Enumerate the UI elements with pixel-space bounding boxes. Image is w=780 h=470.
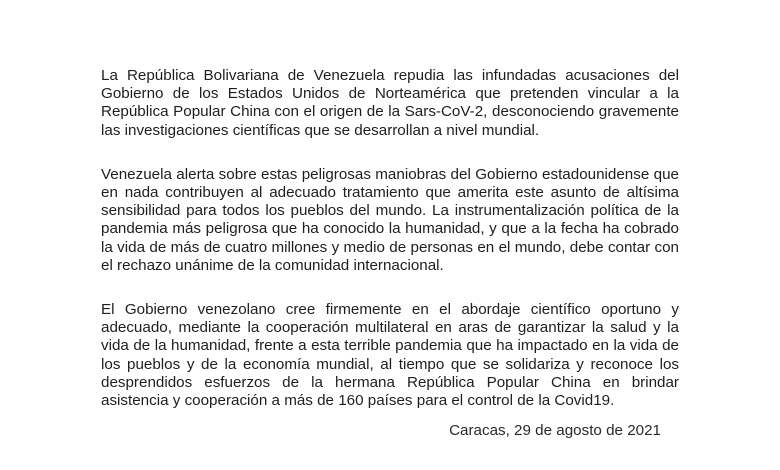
place-date-line: Caracas, 29 de agosto de 2021 [449, 422, 661, 439]
paragraph-1: La República Bolivariana de Venezuela repudia las infundadas acusaciones del Gobierno de los Estados Unidos de Norteamérica que pretenden vincular a la República Popular China con el origen de la Sars-CoV-2, desconociendo gravemente las investigaciones científicas que se desarrollan a nivel mundial. [101, 67, 679, 139]
statement-body [101, 67, 679, 410]
paragraph-2: Venezuela alerta sobre estas peligrosas maniobras del Gobierno estadounidense que en nada contribuyen al adecuado tratamiento que amerita este asunto de altísima sensibilidad para todos los pueblos del mundo. La instrumentalización política de la pandemia más peligrosa que ha conocido la humanidad, y que a la fecha ha cobrado la vida de más de cuatro millones y medio de personas en el mundo, debe contar con el rechazo unánime de la comunidad internacional. [101, 165, 679, 274]
paragraph-3: El Gobierno venezolano cree firmemente en el abordaje científico oportuno y adecuado, mediante la cooperación multilateral en aras de garantizar la salud y la vida de la humanidad, frente a esta terrible pandemia que ha impactado en la vida de los pueblos y de la economía mundial, al tiempo que se solidariza y reconoce los desprendidos esfuerzos de la hermana República Popular China en brindar asistencia y cooperación a más de 160 países para el control de la Covid19. [101, 301, 679, 410]
